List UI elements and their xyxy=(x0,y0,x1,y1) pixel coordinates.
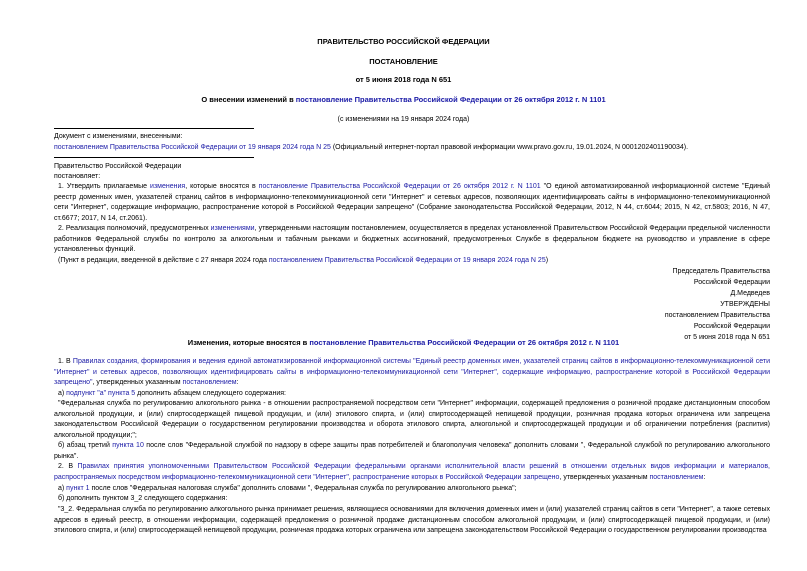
change-1b xyxy=(54,441,770,462)
text: а) xyxy=(58,485,67,492)
changes-link[interactable]: изменениями xyxy=(210,225,255,232)
approved-org: Российской Федерации xyxy=(693,323,770,330)
paragraph-2 xyxy=(54,224,770,256)
government-heading: ПРАВИТЕЛЬСТВО РОССИЙСКОЙ ФЕДЕРАЦИИ xyxy=(317,37,490,46)
change-2 xyxy=(54,462,770,483)
preamble-line1: Правительство Российской Федерации xyxy=(54,163,182,170)
document-title xyxy=(0,95,807,106)
paragraph-2-note xyxy=(54,256,770,267)
text: "О единой автоматизированной информационной системе "Единый реестр доменных имен, указателей страниц сайтов в информационно-телекоммуникационной сети "Интернет" и сетевых адресов, позволяющих идентифицировать сайты в информационно-телекоммуникационной сети "Интернет", содержащие информацию, распространение которой в Российской Федерации запрещено" (Собрание законодательства Российской Федерации, 2012, N 44, ст.6044; 2015, N 42, ст.5803; 2016, N 47, ст.6677; 2017, N 14, ст.2061). xyxy=(54,183,770,222)
document-type: ПОСТАНОВЛЕНИЕ xyxy=(369,57,438,66)
text: б) абзац третий xyxy=(58,442,113,449)
title-prefix: О внесении изменений в xyxy=(201,95,296,104)
changes-title xyxy=(0,338,807,349)
changes-source xyxy=(54,143,770,154)
rules-link[interactable]: Правилах создания, формирования и ведения единой автоматизированной информационной системы "Единый реестр доменных имен, указателей страниц сайтов в информационно-телекоммуникационной сети "Интернет" и сетевых адресов, позволяющих идентифицировать сайты в информационно-телекоммуникационной сети "Интернет", содержащие информацию, распространение которой в Российской Федерации запрещено" xyxy=(54,358,770,386)
signature-name: Д.Медведев xyxy=(730,290,770,297)
amendment-link[interactable]: постановлением Правительства Российской Федерации от 19 января 2024 года N 25 xyxy=(268,257,546,264)
text: после слов "Федеральная налоговая служба" дополнить словами ", Федеральная служба по регулированию алкогольного рынка"; xyxy=(89,485,517,492)
change-1a-quote: "Федеральная служба по регулированию алкогольного рынка - в отношении распространяемой посредством сети "Интернет" информации, содержащей предложения о розничной продаже дистанционным способом алкогольной продукции, и (или) спиртосодержащей пищевой продукции, и (или) этилового спирта, и (или) спиртосодержащей непищевой продукции, розничная продажа которых ограничена или запрещена законодательством Российской Федерации о государственном регулировании производства и оборота этилового спирта, алкогольной и спиртосодержащей продукции и об ограничении потребления (распития) алкогольной продукции;"; xyxy=(54,400,770,439)
text: после слов "Федеральной службой по надзору в сфере защиты прав потребителей и благополучия человека" дополнить словами ", Федеральной службой по регулированию алкогольного рынка". xyxy=(54,442,770,460)
paragraph-1 xyxy=(54,182,770,224)
decree-link[interactable]: постановление Правительства Российской Федерации от 26 октября 2012 г. N 1101 xyxy=(309,338,620,347)
text: , утвержденных указанным xyxy=(559,473,650,481)
preamble-line2: постановляет: xyxy=(54,173,101,180)
approved-date: от 5 июня 2018 года N 651 xyxy=(684,334,770,341)
text: 2. Реализация полномочий, предусмотренных xyxy=(58,225,211,232)
clause-link[interactable]: пункт 1 xyxy=(66,485,90,492)
text: 1. В xyxy=(58,358,73,365)
clause-link[interactable]: пункта 10 xyxy=(112,442,144,449)
changes-source-tail: (Официальный интернет-портал правовой информации www.pravo.gov.ru, 19.01.2024, N 0001202401190034). xyxy=(330,144,689,151)
date-number: от 5 июня 2018 года N 651 xyxy=(355,75,452,84)
changes-source-link[interactable]: постановлением Правительства Российской Федерации от 19 января 2024 года N 25 xyxy=(54,144,331,151)
changes-link[interactable]: изменения xyxy=(150,183,186,190)
text: , которые вносятся в xyxy=(185,183,259,190)
text: (Пункт в редакции, введенной в действие с 27 января 2024 года xyxy=(58,257,269,264)
divider xyxy=(54,157,254,158)
text: , утвержденными настоящим постановлением, осуществляется в пределах установленной Правительством Российской Федерации предельной численности работников Федеральной службы по контролю за алкогольным и табачным рынками и бюджетных ассигнований, предусмотренных Службе в федеральном бюджете на руководство и управление в сфере установленных функций. xyxy=(54,225,770,253)
text: ) xyxy=(545,257,549,264)
text: 2. В xyxy=(58,463,78,470)
text: : xyxy=(236,379,239,386)
approved-label: УТВЕРЖДЕНЫ xyxy=(720,301,770,308)
decree-link[interactable]: постановлением xyxy=(182,379,237,386)
text: , утвержденных указанным xyxy=(92,379,183,386)
decree-link[interactable]: постановлением xyxy=(649,473,704,481)
signature-title: Председатель Правительства xyxy=(672,268,770,275)
text: а) xyxy=(58,390,67,397)
title-link[interactable]: постановление Правительства Российской Федерации от 26 октября 2012 г. N 1101 xyxy=(295,95,606,104)
change-1a xyxy=(54,389,770,400)
divider xyxy=(54,128,254,129)
decree-link[interactable]: постановление Правительства Российской Федерации от 26 октября 2012 г. N 1101 xyxy=(258,183,541,190)
rules-link[interactable]: Правилах принятия уполномоченными Правительством Российской Федерации федеральными органами исполнительной власти решений в отношении отдельных видов информации и материалов, распространяемых посредством информационно-телекоммуникационной сети "Интернет", распространение которых в Российской Федерации запрещено xyxy=(54,463,770,481)
change-2a xyxy=(54,484,770,495)
text: 1. Утвердить прилагаемые xyxy=(58,183,151,190)
subclause-link[interactable]: подпункт "а" пункта 5 xyxy=(66,390,136,397)
text: Изменения, которые вносятся в xyxy=(187,338,310,347)
change-2b-quote: "3_2. Федеральная служба по регулированию алкогольного рынка принимает решения, являющиеся основаниями для включения доменных имен и (или) указателей страниц сайтов в сети "Интернет", а также сетевых адресов в единый реестр, в отношении информации, содержащей предложения о розничной продаже дистанционным способом алкогольной продукции, и (или) спиртосодержащей пищевой продукции, и (или) этилового спирта, и (или) спиртосодержащей непищевой продукции, розничная продажа которых ограничена или запрещена законодательством Российской Федерации о государственном регулировании производства xyxy=(54,506,770,534)
change-2b: б) дополнить пунктом 3_2 следующего содержания: xyxy=(58,495,228,502)
signature-org: Российской Федерации xyxy=(693,279,770,286)
changes-intro: Документ с изменениями, внесенными: xyxy=(54,133,183,140)
text: дополнить абзацем следующего содержания: xyxy=(135,390,286,397)
change-1 xyxy=(54,357,770,389)
text: : xyxy=(703,473,706,481)
edition-note: (с изменениями на 19 января 2024 года) xyxy=(337,116,470,123)
approved-by: постановлением Правительства xyxy=(664,312,770,319)
